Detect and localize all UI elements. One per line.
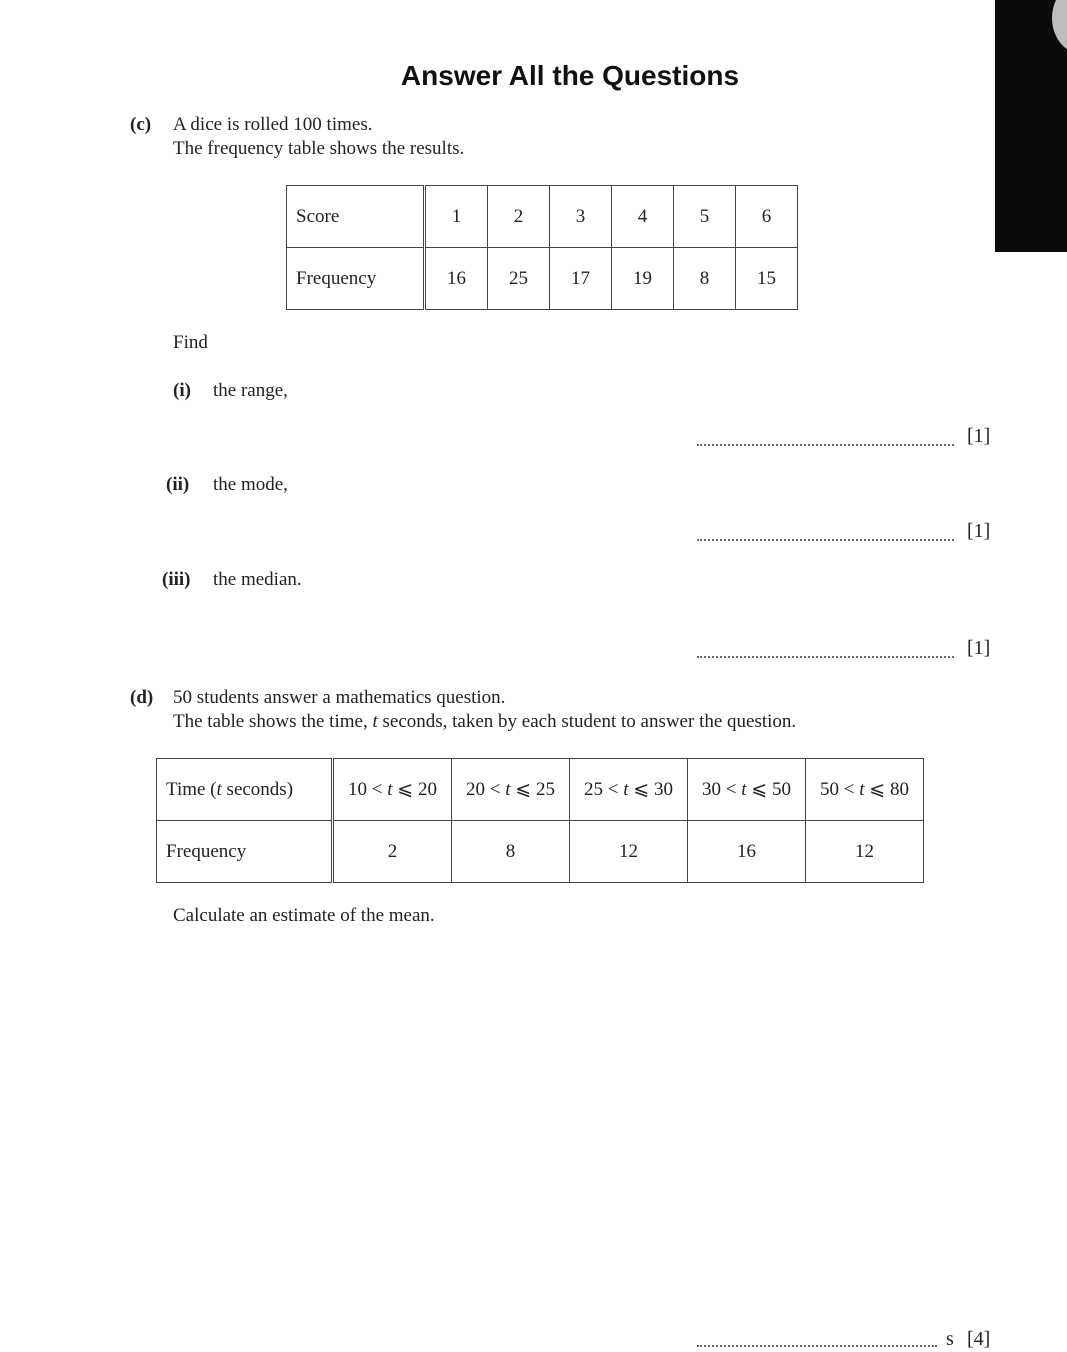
interval-cell: 50 < t ⩽ 80: [806, 759, 924, 821]
variable-t: t: [372, 711, 378, 732]
item-iii-label: (iii): [162, 569, 191, 590]
frequency-cell: 19: [612, 248, 674, 310]
interval-lower: 25: [584, 779, 604, 800]
time-frequency-cell: 12: [570, 821, 688, 883]
score-cell: 1: [425, 186, 488, 248]
time-frequency-row: [157, 821, 924, 883]
score-cell: 2: [488, 186, 550, 248]
page-title: Answer All the Questions: [400, 60, 740, 91]
interval-cell: 10 < t ⩽ 20: [333, 759, 452, 821]
time-header: [157, 759, 333, 821]
time-frequency-cell: 16: [688, 821, 806, 883]
interval-var: t: [505, 779, 511, 800]
item-iii-text: the median.: [213, 569, 302, 590]
frequency-cell: 16: [425, 248, 488, 310]
interval-cell: 30 < t ⩽ 50: [688, 759, 806, 821]
answer-line-median[interactable]: [697, 656, 954, 658]
mark-median: [1]: [967, 637, 991, 659]
part-d-line1: 50 students answer a mathematics question.: [173, 687, 506, 708]
interval-var: t: [741, 779, 747, 800]
score-cell: 5: [674, 186, 736, 248]
time-row: [157, 759, 924, 821]
interval-var: t: [859, 779, 865, 800]
frequency-cell: 8: [674, 248, 736, 310]
mark-mode: [1]: [967, 520, 991, 542]
score-header: Score: [287, 186, 425, 248]
frequency-row: [287, 248, 798, 310]
score-cell: 3: [550, 186, 612, 248]
interval-cell: 25 < t ⩽ 30: [570, 759, 688, 821]
time-frequency-cell: 8: [452, 821, 570, 883]
time-header-var: t: [216, 778, 222, 800]
score-cell: 6: [736, 186, 798, 248]
time-header-start: Time (: [166, 778, 217, 800]
score-cell: 4: [612, 186, 674, 248]
interval-upper: 20: [417, 779, 437, 800]
score-row: [287, 186, 798, 248]
interval-lower: 50: [820, 779, 840, 800]
interval-cell: 20 < t ⩽ 25: [452, 759, 570, 821]
interval-upper: 25: [535, 779, 555, 800]
item-i-label: (i): [173, 380, 191, 401]
part-c-line1: A dice is rolled 100 times.: [173, 114, 373, 135]
interval-lower: 10: [348, 779, 368, 800]
answer-line-mean[interactable]: [697, 1345, 937, 1347]
frequency-cell: 17: [550, 248, 612, 310]
mark-range: [1]: [967, 425, 991, 447]
interval-lower: 30: [702, 779, 722, 800]
answer-line-range[interactable]: [697, 444, 954, 446]
interval-upper: 50: [771, 779, 791, 800]
time-frequency-header: Frequency: [157, 821, 333, 883]
time-header-end: seconds): [221, 778, 294, 800]
dice-frequency-table: [286, 185, 798, 310]
frequency-cell: 15: [736, 248, 798, 310]
answer-line-mode[interactable]: [697, 539, 954, 541]
part-d-line2: [173, 710, 796, 734]
time-frequency-cell: 12: [806, 821, 924, 883]
part-d-label: (d): [130, 687, 154, 708]
item-ii-label: (ii): [166, 474, 190, 495]
part-c-line2: The frequency table shows the results.: [173, 138, 465, 159]
interval-lower: 20: [466, 779, 486, 800]
interval-upper: 80: [889, 779, 909, 800]
item-ii-text: the mode,: [213, 474, 288, 495]
frequency-header: Frequency: [287, 248, 425, 310]
item-i-text: the range,: [213, 380, 288, 401]
line2-text-end: seconds, taken by each student to answer the question.: [377, 711, 797, 732]
find-label: Find: [173, 332, 208, 353]
interval-var: t: [387, 779, 393, 800]
interval-var: t: [623, 779, 629, 800]
mean-unit: s: [946, 1328, 954, 1350]
line2-text-start: The table shows the time,: [173, 711, 373, 732]
frequency-cell: 25: [488, 248, 550, 310]
mark-mean: [4]: [967, 1328, 991, 1350]
time-frequency-cell: 2: [333, 821, 452, 883]
mean-instruction: Calculate an estimate of the mean.: [173, 905, 435, 926]
part-c-label: (c): [130, 114, 152, 135]
interval-upper: 30: [653, 779, 673, 800]
time-frequency-table: [156, 758, 924, 883]
